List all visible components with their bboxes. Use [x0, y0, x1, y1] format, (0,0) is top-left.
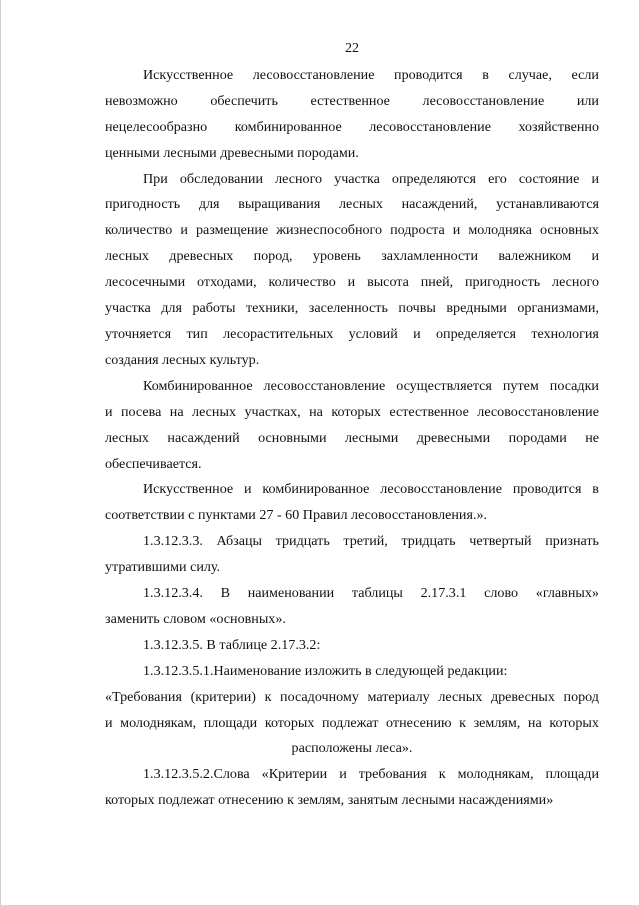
text-line — [105, 607, 599, 633]
text-line — [105, 244, 599, 270]
word: площади — [203, 714, 258, 731]
word: естественное — [310, 92, 390, 109]
paragraph — [105, 374, 599, 478]
word: материалу — [367, 688, 430, 705]
word: силу. — [190, 559, 221, 576]
word: нецелесообразно — [105, 118, 208, 135]
word: лесными — [163, 144, 221, 161]
word: породами — [508, 429, 567, 446]
word: случае, — [508, 66, 552, 83]
word: комбинированное — [262, 481, 370, 498]
word: естественное — [389, 403, 469, 420]
word: занятым — [347, 792, 402, 809]
word: жизнеспособного — [276, 222, 383, 239]
text-line — [105, 296, 599, 322]
word: состояние — [518, 170, 580, 187]
word: путем — [502, 377, 539, 394]
word: определяются — [391, 170, 476, 187]
paragraph — [105, 659, 599, 685]
word: лесовосстановление — [252, 66, 375, 83]
word: и — [244, 481, 252, 498]
paragraph — [105, 633, 599, 659]
word: тридцать — [401, 533, 456, 550]
text-line — [105, 555, 599, 581]
word: выращивания — [238, 196, 321, 213]
word: насаждениями» — [458, 792, 554, 809]
word: Искусственное — [143, 481, 234, 498]
word: лесовосстановление — [369, 118, 491, 135]
word: «главных» — [535, 585, 599, 602]
word: В — [220, 585, 231, 602]
word: лесосечными — [105, 274, 186, 291]
word: признать — [545, 533, 599, 550]
text-line — [105, 685, 599, 711]
word: подлежат — [322, 714, 379, 731]
word: для — [198, 196, 220, 213]
word: Искусственное — [143, 66, 234, 83]
text-line — [105, 270, 599, 296]
text-line — [105, 762, 599, 788]
word: работы — [192, 300, 236, 317]
word: если — [571, 66, 599, 83]
word: количество — [105, 222, 173, 239]
text-line — [105, 788, 599, 814]
word: пунктами — [197, 507, 260, 524]
word: для — [161, 300, 182, 317]
word: «Требования — [105, 688, 182, 705]
word: посадки — [549, 377, 599, 394]
word: Абзацы — [216, 533, 263, 550]
word: породами. — [297, 144, 359, 161]
text-line — [105, 374, 599, 400]
word: подлежат — [158, 792, 219, 809]
text-line — [105, 659, 599, 685]
paragraph — [105, 529, 599, 581]
text-line — [105, 115, 599, 141]
word: заселенность — [308, 300, 388, 317]
word: третий, — [343, 533, 388, 550]
paragraph — [105, 581, 599, 633]
word: подроста — [390, 222, 445, 239]
word: хозяйственно — [518, 118, 599, 135]
word: 1.3.12.3.3. — [143, 533, 203, 550]
word: таблицы — [351, 585, 403, 602]
word: осуществляется — [396, 377, 492, 394]
text-line — [105, 529, 599, 555]
word: изложить — [304, 662, 366, 679]
word: создания — [105, 351, 163, 368]
word: и — [180, 222, 188, 239]
word: на — [309, 403, 323, 420]
word: тип — [186, 325, 208, 342]
word: пород — [563, 688, 599, 705]
paragraph — [105, 63, 599, 167]
word: ценными — [105, 144, 164, 161]
word: Комбинированное — [143, 377, 253, 394]
word: которых — [105, 792, 159, 809]
word: древесных — [169, 248, 234, 265]
word: и — [413, 325, 421, 342]
paragraph — [105, 762, 599, 814]
word: 1.3.12.3.5. — [143, 636, 207, 653]
word: к — [287, 792, 298, 809]
word: и — [452, 222, 461, 239]
word: лесными — [401, 792, 459, 809]
word: проводится — [512, 481, 582, 498]
word: в — [482, 66, 489, 83]
word: отходами, — [197, 274, 257, 291]
text-line — [105, 711, 599, 737]
word: площади — [545, 766, 599, 783]
word: уровень — [312, 248, 361, 265]
word: пригодность — [105, 196, 181, 213]
word: с — [188, 507, 198, 524]
word: посева — [120, 403, 162, 420]
word: 1.3.12.3.5.2.Слова — [143, 766, 250, 783]
word: отнесению — [218, 792, 288, 809]
word: леса». — [375, 740, 413, 757]
word: и — [339, 766, 347, 783]
word: Правил — [302, 507, 352, 524]
word: молоднякам, — [457, 766, 534, 783]
text-line — [105, 63, 599, 89]
word: 1.3.12.3.5.1.Наименование — [143, 662, 305, 679]
word: на — [169, 403, 184, 420]
text-line — [105, 503, 599, 529]
word: «Критерии — [261, 766, 328, 783]
text-line — [105, 581, 599, 607]
word: его — [488, 170, 507, 187]
word: обследовании — [179, 170, 264, 187]
word: количество — [268, 274, 336, 291]
word: тридцать — [275, 533, 330, 550]
text-line — [105, 477, 599, 503]
word: условий — [348, 325, 398, 342]
word: участка — [105, 300, 151, 317]
word: обеспечивается. — [105, 455, 202, 472]
word: молодняка — [468, 222, 532, 239]
word: 2.17.3.1 — [420, 585, 467, 602]
word: требования — [358, 766, 427, 783]
word: древесных — [490, 688, 555, 705]
page-number: 22 — [344, 40, 360, 56]
word: к — [459, 714, 466, 731]
word: таблице — [219, 636, 271, 653]
word: древесными — [416, 429, 491, 446]
word: лесовосстановление — [263, 377, 386, 394]
word: словом — [163, 610, 210, 627]
text-line — [105, 141, 599, 167]
word: лесовосстановление — [477, 403, 599, 420]
text-line — [105, 322, 599, 348]
word: лесных — [338, 196, 383, 213]
word: насаждений, — [401, 196, 478, 213]
word: лесовосстановления.». — [351, 507, 488, 524]
word: четвертый — [469, 533, 532, 550]
word: В — [206, 636, 220, 653]
word: основными — [258, 429, 327, 446]
word: технология — [531, 325, 599, 342]
word: «основных». — [209, 610, 286, 627]
word: почвы — [398, 300, 436, 317]
word: и — [591, 248, 599, 265]
paragraph-list — [105, 63, 599, 814]
document-body — [105, 36, 599, 814]
word: основных — [539, 222, 599, 239]
word: слово — [484, 585, 519, 602]
word: устанавливаются — [496, 196, 599, 213]
paragraph — [105, 167, 599, 374]
word: в — [592, 481, 599, 498]
word: 1.3.12.3.4. — [143, 585, 203, 602]
text-line — [105, 633, 599, 659]
word: или — [576, 92, 599, 109]
word: высота — [367, 274, 409, 291]
paragraph — [105, 685, 599, 763]
word: лесорастительных — [223, 325, 334, 342]
word: размещение — [195, 222, 269, 239]
word: 60 — [285, 507, 303, 524]
word: лесного — [552, 274, 599, 291]
word: При — [143, 170, 168, 187]
word: посадочному — [280, 688, 359, 705]
word: соответствии — [105, 507, 189, 524]
word: и — [105, 403, 113, 420]
word: редакции: — [447, 662, 508, 679]
word: пней, — [420, 274, 454, 291]
word: наименовании — [247, 585, 335, 602]
word: к — [264, 688, 272, 705]
word: (критерии) — [190, 688, 256, 705]
word: к — [438, 766, 446, 783]
word: проводится — [394, 66, 463, 83]
word: утратившими — [105, 559, 191, 576]
word: молоднякам, — [120, 714, 197, 731]
word: техники, — [245, 300, 299, 317]
text-line — [105, 736, 599, 762]
text-line — [105, 426, 599, 452]
word: лесных — [438, 688, 483, 705]
word: в — [365, 662, 376, 679]
word: лесовосстановление — [422, 92, 545, 109]
word: 2.17.3.2: — [270, 636, 321, 653]
word: участка — [334, 170, 380, 187]
word: определяется — [436, 325, 516, 342]
word: не — [585, 429, 599, 446]
word: лесными — [344, 429, 399, 446]
word: валежником — [498, 248, 572, 265]
word: и — [591, 170, 599, 187]
word: вредными — [446, 300, 507, 317]
word: древесными — [220, 144, 298, 161]
word: 27 — [259, 507, 277, 524]
text-line — [105, 348, 599, 374]
word: лесовосстановление — [380, 481, 502, 498]
text-line — [105, 192, 599, 218]
word: пород, — [253, 248, 293, 265]
word: организмами, — [517, 300, 599, 317]
text-line — [105, 218, 599, 244]
word: участках, — [244, 403, 301, 420]
word: лесного — [275, 170, 323, 187]
word: землям, — [473, 714, 521, 731]
word: расположены — [291, 740, 376, 757]
word: уточняется — [105, 325, 172, 342]
word: захламленности — [381, 248, 478, 265]
word: и — [347, 274, 356, 291]
word: комбинированное — [234, 118, 342, 135]
paragraph — [105, 477, 599, 529]
text-line — [105, 89, 599, 115]
word: насаждений — [167, 429, 240, 446]
word: на — [527, 714, 542, 731]
word: культур. — [209, 351, 260, 368]
word: лесных — [192, 403, 236, 420]
word: которых — [331, 403, 381, 420]
text-line — [105, 167, 599, 193]
word: которых — [549, 714, 599, 731]
word: обеспечить — [210, 92, 278, 109]
word: и — [105, 714, 113, 731]
word: невозможно — [105, 92, 178, 109]
word: лесных — [105, 429, 149, 446]
text-line — [105, 400, 599, 426]
word: пригодность — [465, 274, 541, 291]
text-line — [105, 452, 599, 478]
word: отнесению — [386, 714, 452, 731]
word: землям, — [297, 792, 348, 809]
word: следующей — [375, 662, 448, 679]
word: лесных — [162, 351, 210, 368]
word: заменить — [105, 610, 164, 627]
word: - — [276, 507, 286, 524]
word: которых — [264, 714, 315, 731]
word: лесных — [105, 248, 149, 265]
